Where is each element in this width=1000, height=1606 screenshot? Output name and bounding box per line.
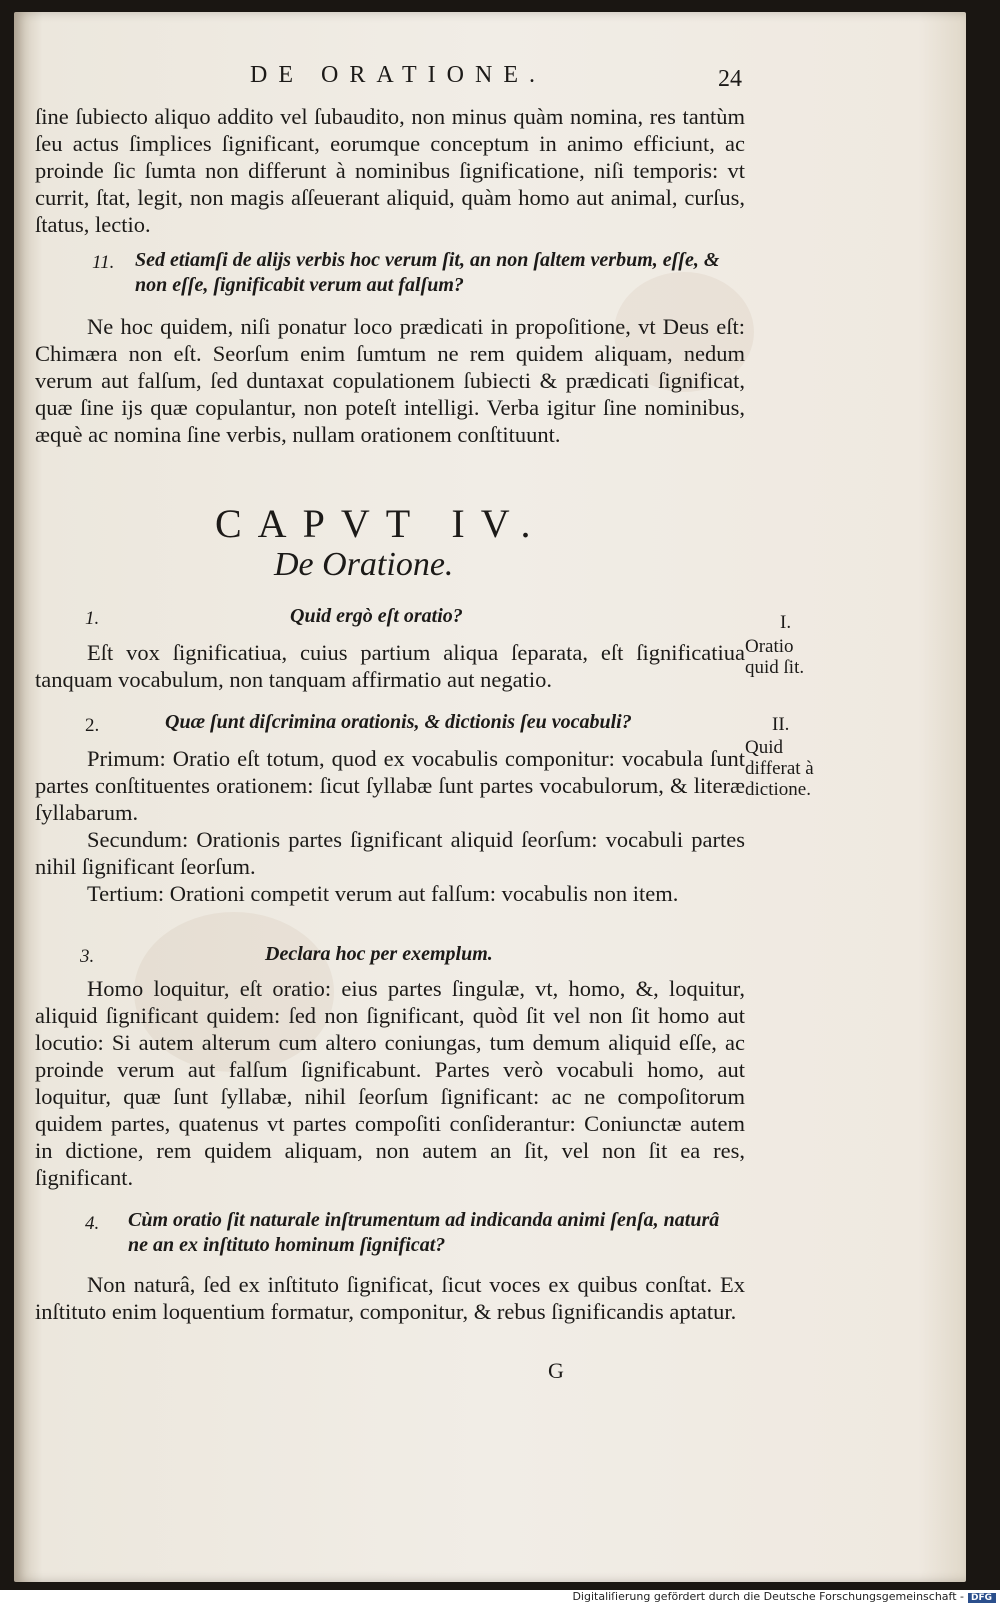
answer-2-first: Primum: Oratio eſt totum, quod ex vocabulis componitur: vocabula ſunt partes conſtituentes orationem: ſicut ſyllabæ ſunt partes vocabulorum, & literæ ſyllabarum. <box>35 746 745 825</box>
running-title: DE ORATIONE. <box>250 62 546 88</box>
answer-1: Eſt vox ſignificatiua, cuius partium aliqua ſeparata, eſt ſignificatiua tanquam vocabulum, non tanquam affirmatio aut negatio. <box>35 640 745 692</box>
question-4: Cùm oratio ſit naturale inſtrumentum ad indicanda animi ſenſa, naturâ ne an ex inſtituto hominum ſignificat? <box>128 1209 720 1256</box>
marginal-note-1: Oratio quid ſit. <box>745 636 805 678</box>
answer-3: Homo loquitur, eſt oratio: eius partes ſingulæ, vt, homo, &, loquitur, aliquid ſignificant quidem: ſed non ſignificant, quòd ſit vel non ſit homo aut locutio: Si autem alterum cum altero coniungas, tum demum aliquid eſſe, ac proinde verum aut falſum ſignificabunt. Partes verò vocabuli homo, aut loquitur, quæ ſunt ſyllabæ, nihil ſeorſum ſignificant: ac ne compoſitorum quidem partes, quatenus vt partes compoſiti conſiderantur: Coniunctæ autem in dictione, rem quidem aliquam, non autem an ſit, vel non ſit ea res, ſignificant. <box>35 976 745 1190</box>
answer-2-second: Secundum: Orationis partes ſignificant aliquid ſeorſum: vocabuli partes nihil ſignificant ſeorſum. <box>35 827 745 879</box>
answer-2-third: Tertium: Orationi competit verum aut falſum: vocabulis non item. <box>87 881 679 906</box>
chapter-subtitle: De Oratione. <box>274 546 454 583</box>
footer-text: Digitaliſierung gefördert durch die Deutsche Forschungsgemeinschaft - <box>572 1590 964 1603</box>
page-number: 24 <box>718 66 742 92</box>
marginal-note-number: II. <box>772 714 790 735</box>
continuation-paragraph: ſine ſubiecto aliquo addito vel ſubaudito, non minus quàm nomina, res tantùm ſeu actus ſimplices ſignificant, eorumque conceptum in animo efficiunt, ac proinde ſic ſumta non differunt à nominibus ſignificatione, niſi temporis: vt currit, ſtat, legit, non magis aſſeuerant aliquid, quàm homo aut animal, curſus, ſtatus, lectio. <box>35 104 745 237</box>
dfg-logo-icon: DFG <box>968 1593 996 1603</box>
marginal-note-number: I. <box>780 612 792 633</box>
marginal-note-2: Quid differat à dictione. <box>745 737 814 800</box>
signature-mark: G <box>548 1358 564 1383</box>
answer-4: Non naturâ, ſed ex inſtituto ſignificat, ſicut voces ex quibus conſtat. Ex inſtituto enim loquentium formatur, componitur, & rebus ſignificandis aptatur. <box>35 1272 745 1324</box>
digitization-footer <box>0 1590 1000 1606</box>
question-11: Sed etiamſi de alijs verbis hoc verum ſit, an non ſaltem verbum, eſſe, & non eſſe, ſignificabit verum aut falſum? <box>135 249 720 296</box>
question-1: Quid ergò eſt oratio? <box>290 605 463 627</box>
chapter-title: CAPVT IV. <box>215 501 547 546</box>
question-3: Declara hoc per exemplum. <box>265 943 493 965</box>
question-2: Quæ ſunt diſcrimina orationis, & dictionis ſeu vocabuli? <box>165 711 632 733</box>
answer-11: Ne hoc quidem, niſi ponatur loco prædicati in propoſitione, vt Deus eſt: Chimæra non eſt. Seorſum enim ſumtum ne rem quidem aliquam, nedum verum aut falſum, ſed duntaxat copulationem ſubiecti & prædicati ſignificat, quæ ſine ijs quæ copulantur, non poteſt intelligi. Verba igitur ſine nominibus, æquè ac nomina ſine verbis, nullam orationem conſtituunt. <box>35 314 745 447</box>
